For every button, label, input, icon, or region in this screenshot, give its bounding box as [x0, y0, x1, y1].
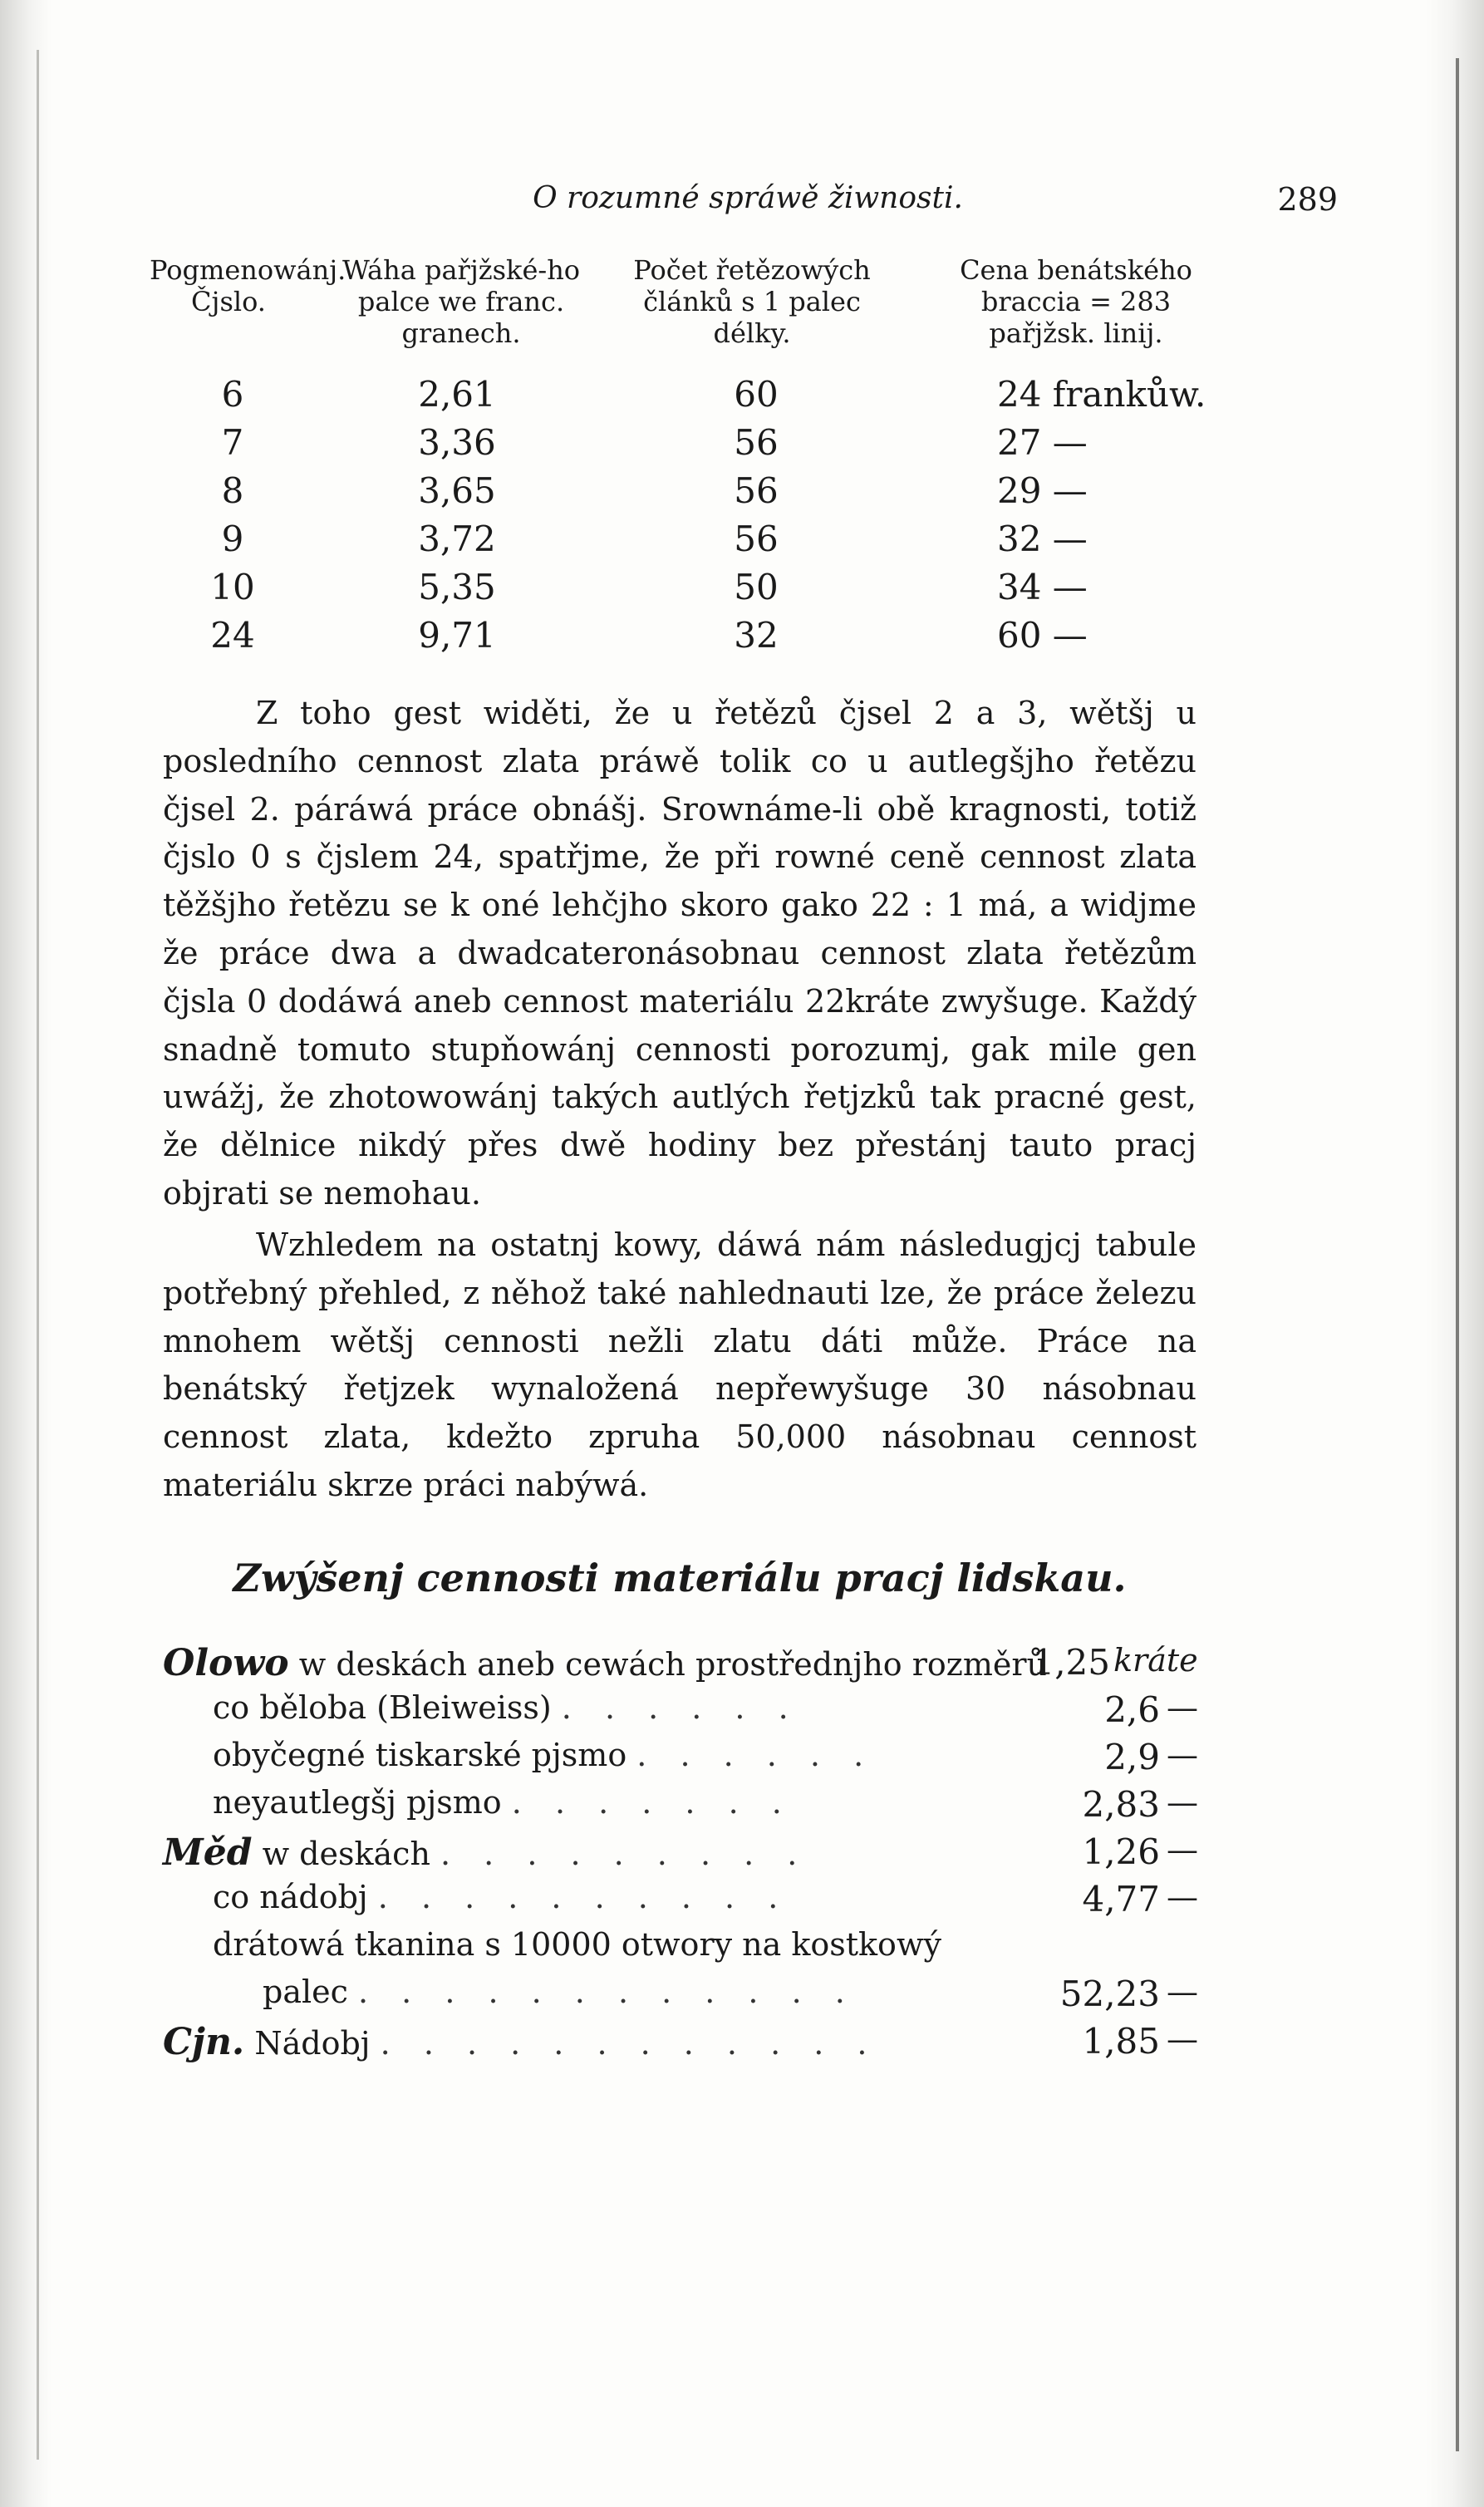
table-row	[163, 1974, 1201, 2021]
cell-cislo: 8	[221, 470, 244, 511]
cell-cislo: 7	[221, 422, 244, 463]
cell-pocet: 56	[734, 470, 779, 511]
paragraph-2: Wzhledem na ostatnj kowy, dáwá nám následugjcj tabule potřebný přehled, z něhož také nahlednauti lze, že práce železu mnohem wětšj cennosti nežli zlatu dáti může. Práce na benátský řetjzek wynaložená nepřewyšuge 30 násobnau cennost zlata, kdežto zpruha 50,000 násobnau cennost materiálu skrze práci nabýwá.	[163, 1226, 1197, 1503]
cell-cena: 27 —	[997, 422, 1088, 463]
row-label	[163, 1831, 808, 1874]
cell-cislo: 24	[210, 615, 255, 656]
col-header-cislo: Pogmenowánj. Čjslo.	[150, 254, 346, 317]
table-row	[150, 615, 1221, 663]
row-label	[213, 1926, 941, 1963]
section-heading: Zwýšenj cennosti materiálu pracj lidskau.	[233, 1556, 1127, 1600]
row-value: 1,85	[1082, 2021, 1160, 2062]
table-row	[163, 1642, 1201, 1689]
cell-cislo: 9	[221, 519, 244, 559]
row-unit: —	[1167, 1974, 1198, 2010]
cell-pocet: 56	[734, 519, 779, 559]
col-header-waha: Wáha pařjžské-ho palce we franc. granech.	[342, 254, 581, 349]
table-row	[163, 1926, 1201, 1974]
leader-dots: . . . . . . . . .	[440, 1836, 809, 1872]
group-name: Cjn.	[163, 2021, 245, 2063]
cell-cena: 24 frankůw.	[997, 374, 1206, 415]
row-value: 1,25	[1032, 1642, 1110, 1683]
row-value: 4,77	[1082, 1879, 1160, 1920]
item-name: neyautlegšj pjsmo	[213, 1784, 502, 1821]
leader-dots: . . . . . . . . . . . .	[380, 2025, 879, 2062]
paragraph-1: Z toho gest widěti, že u řetězů čjsel 2 a 3, wětšj u posledního cennost zlata práwě tolik co u autlegšjho řetězu čjsel 2. páráwá práce obnášj. Srownáme-li obě kragnosti, totiž čjslo 0 s čjslem 24, spatřjme, že při rowné ceně cennost zlata těžšjho řetězu se k oné lehčjho skoro gako 22 : 1 má, a widjme že práce dwa a dwadcateronásobnau cennost zlata řetězům čjsla 0 dodáwá aneb cennost materiálu 22kráte zwyšuge. Každý snadně tomuto stupňowánj cennosti porozumj, gak mile gen uwážj, že zhotowowánj takých autlých řetjzků tak pracné gest, že dělnice nikdý přes dwě hodiny bez přestánj tauto pracj objrati se nemohau.	[163, 695, 1197, 1212]
leader-dots: . . . . . . . . . .	[377, 1879, 790, 1915]
row-label	[213, 1689, 800, 1726]
row-unit: —	[1167, 1689, 1198, 1726]
chain-table	[150, 249, 1221, 663]
cell-cena: 29 —	[997, 470, 1088, 511]
cell-waha: 9,71	[418, 615, 496, 656]
chain-table-header	[150, 249, 1221, 374]
cell-cena: 32 —	[997, 519, 1088, 559]
group-name: Měd	[163, 1831, 253, 1874]
page-right-border	[1456, 58, 1459, 2451]
row-label	[163, 1642, 1047, 1684]
row-label	[263, 1974, 857, 2010]
row-label	[213, 1879, 789, 1915]
page-right-edge	[1426, 0, 1484, 2507]
item-name: palec	[263, 1974, 348, 2010]
row-unit: —	[1167, 1831, 1198, 1868]
item-name: w deskách	[262, 1836, 430, 1872]
leader-dots: . . . . . . .	[511, 1784, 794, 1821]
cell-waha: 2,61	[418, 374, 496, 415]
item-name: Nádobj	[254, 2025, 371, 2062]
cell-cislo: 10	[210, 567, 255, 607]
group-name: Olowo	[163, 1642, 289, 1684]
leader-dots: . . . . . . . . . . . .	[358, 1974, 857, 2010]
page-number: 289	[1277, 181, 1338, 218]
cell-waha: 3,36	[418, 422, 496, 463]
table-row	[163, 1784, 1201, 1831]
cell-cena: 34 —	[997, 567, 1088, 607]
running-header	[166, 181, 1338, 231]
row-unit: kráte	[1113, 1642, 1198, 1679]
table-row	[163, 1831, 1201, 1879]
col-header-cena: Cena benátského braccia = 283 pařjžsk. linij.	[960, 254, 1192, 349]
table-row	[150, 422, 1221, 470]
table-row	[163, 1689, 1201, 1737]
page-left-edge	[0, 0, 52, 2507]
row-label	[163, 2021, 878, 2063]
cell-pocet: 32	[734, 615, 779, 656]
cell-waha: 5,35	[418, 567, 496, 607]
material-table	[163, 1642, 1201, 2068]
table-row	[150, 374, 1221, 422]
table-row	[163, 2021, 1201, 2068]
row-value: 2,83	[1082, 1784, 1160, 1825]
body-text-2	[163, 1222, 1197, 1510]
table-row	[163, 1879, 1201, 1926]
row-unit: —	[1167, 1784, 1198, 1821]
item-name: obyčegné tiskarské pjsmo	[213, 1737, 627, 1773]
table-row	[150, 567, 1221, 615]
table-row	[150, 470, 1221, 519]
row-unit: —	[1167, 1879, 1198, 1915]
col-header-pocet: Počet řetězowých článků s 1 palec délky.	[633, 254, 871, 349]
table-row	[150, 519, 1221, 567]
row-label	[213, 1784, 794, 1821]
cell-pocet: 50	[734, 567, 779, 607]
cell-waha: 3,72	[418, 519, 496, 559]
row-label	[213, 1737, 875, 1773]
leader-dots: . . . . . .	[636, 1737, 876, 1773]
leader-dots: . . . . . .	[561, 1689, 800, 1726]
cell-cislo: 6	[221, 374, 244, 415]
item-name: co nádobj	[213, 1879, 368, 1915]
row-unit: —	[1167, 2021, 1198, 2057]
row-value: 2,6	[1104, 1689, 1160, 1730]
row-value: 52,23	[1059, 1974, 1160, 2014]
row-value: 2,9	[1104, 1737, 1160, 1777]
cell-cena: 60 —	[997, 615, 1088, 656]
item-name: w deskách aneb cewách prostřednjho rozměrů	[298, 1646, 1047, 1683]
table-row	[163, 1737, 1201, 1784]
item-name: co běloba (Bleiweiss)	[213, 1689, 552, 1726]
row-unit: —	[1167, 1737, 1198, 1773]
cell-pocet: 56	[734, 422, 779, 463]
cell-waha: 3,65	[418, 470, 496, 511]
running-title: O rozumné spráwě žiwnosti.	[533, 181, 963, 215]
body-text-1	[163, 690, 1197, 1218]
item-name: drátowá tkanina s 10000 otwory na kostkowý	[213, 1926, 941, 1963]
cell-pocet: 60	[734, 374, 779, 415]
page-binding-line	[37, 50, 39, 2460]
row-value: 1,26	[1082, 1831, 1160, 1872]
